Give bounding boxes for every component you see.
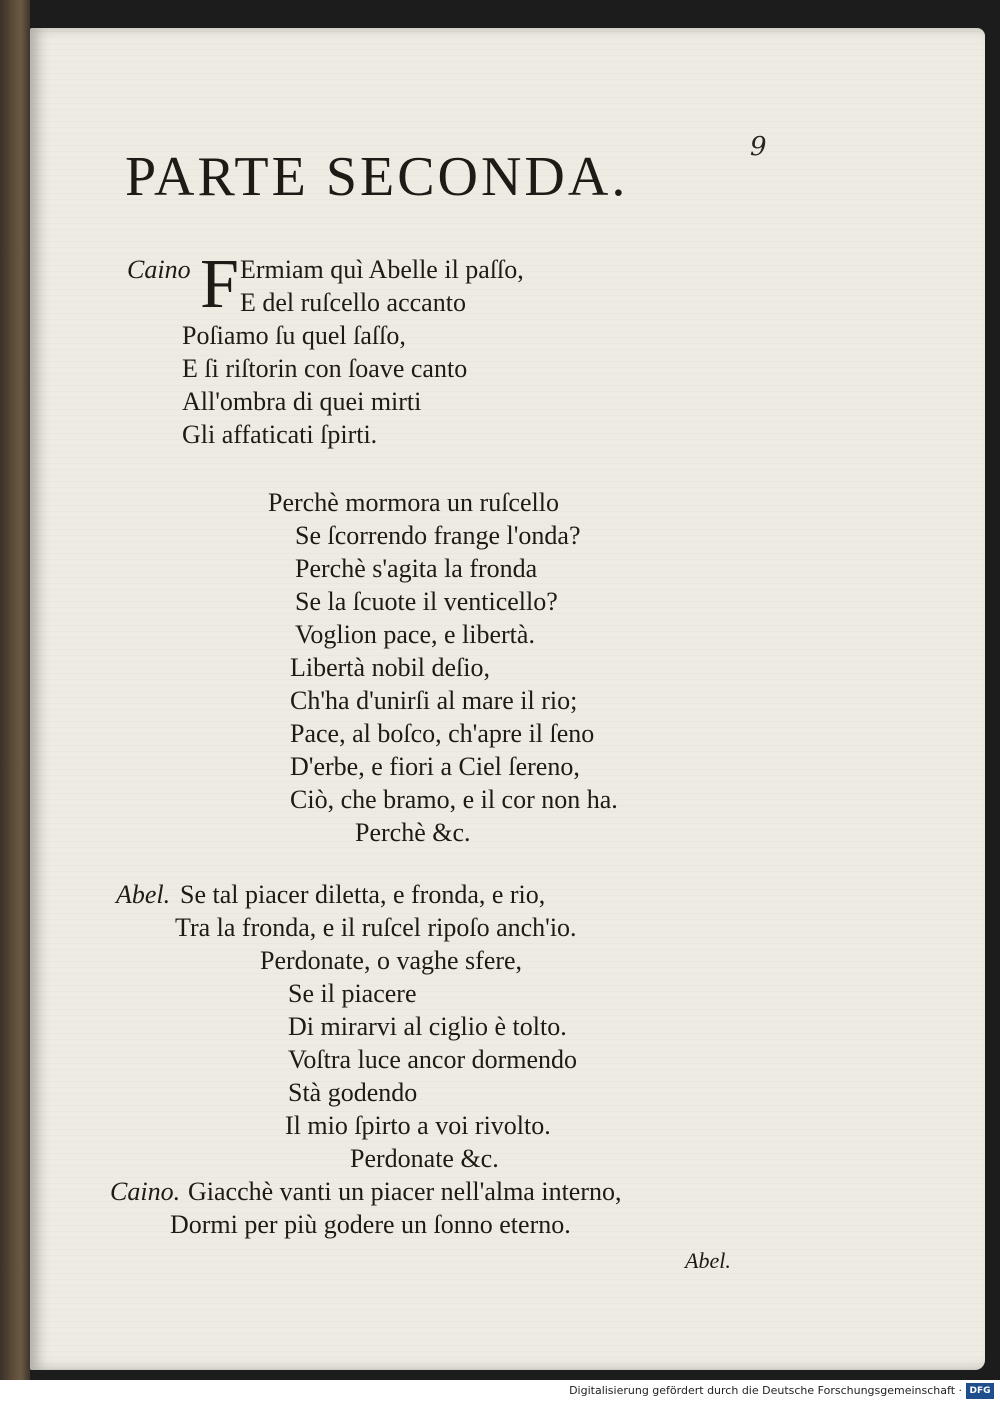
footer-bar [0, 1380, 1000, 1403]
verse-line: Poſiamo ſu quel ſaſſo, [182, 321, 406, 350]
verse-line: Di mirarvi al ciglio è tolto. [288, 1012, 567, 1041]
verse-line: Tra la fronda, e il ruſcel ripoſo anch'io. [175, 913, 577, 942]
verse-line: Gli affaticati ſpirti. [182, 420, 378, 449]
verse-line: E ſi riſtorin con ſoave canto [182, 354, 468, 383]
verse-line: Ciò, che bramo, e il cor non ha. [290, 785, 618, 814]
book-binding [0, 0, 30, 1380]
verse-line: Se tal piacer diletta, e fronda, e rio, [180, 880, 546, 909]
verse-line: Stà godendo [288, 1078, 418, 1107]
speaker-caino: Caino [127, 255, 191, 284]
verse-line: Perdonate, o vaghe sfere, [260, 946, 523, 975]
verse-line: Il mio ſpirto a voi rivolto. [285, 1111, 551, 1140]
page-title: PARTE SECONDA. [125, 146, 629, 208]
page-number: 9 [750, 132, 767, 162]
verse-line: Pace, al boſco, ch'apre il ſeno [290, 719, 595, 748]
verse-line: Se il piacere [288, 979, 417, 1008]
verse-line: Perdonate &c. [350, 1144, 499, 1173]
verse-line: Giacchè vanti un piacer nell'alma interno, [188, 1177, 622, 1206]
verse-line: Ermiam quì Abelle il paſſo, [240, 255, 524, 284]
dfg-logo[interactable]: DFG [966, 1383, 994, 1399]
verse-line: D'erbe, e fiori a Ciel ſereno, [290, 752, 580, 781]
speaker-abel: Abel. [116, 880, 171, 909]
verse-line: All'ombra di quei mirti [182, 387, 422, 416]
verse-line: Se la ſcuote il venticello? [295, 587, 558, 616]
verse-line: Dormi per più godere un ſonno eterno. [170, 1210, 571, 1239]
verse-line: E del ruſcello accanto [240, 288, 466, 317]
speaker-caino-final: Caino. [110, 1177, 181, 1206]
funding-notice: Digitalisierung gefördert durch die Deutsche Forschungsgemeinschaft · [569, 1384, 962, 1397]
verse-line: Se ſcorrendo frange l'onda? [295, 521, 581, 550]
verse-line: Voglion pace, e libertà. [295, 620, 535, 649]
catchword: Abel. [685, 1248, 731, 1273]
drop-cap: F [200, 246, 239, 323]
verse-line: Perchè mormora un ruſcello [268, 488, 559, 517]
verse-line: Perchè &c. [355, 818, 471, 847]
verse-line: Libertà nobil deſio, [290, 653, 491, 682]
verse-line: Voſtra luce ancor dormendo [288, 1045, 578, 1074]
verse-line: Perchè s'agita la fronda [295, 554, 538, 583]
verse-line: Ch'ha d'unirſi al mare il rio; [290, 686, 578, 715]
